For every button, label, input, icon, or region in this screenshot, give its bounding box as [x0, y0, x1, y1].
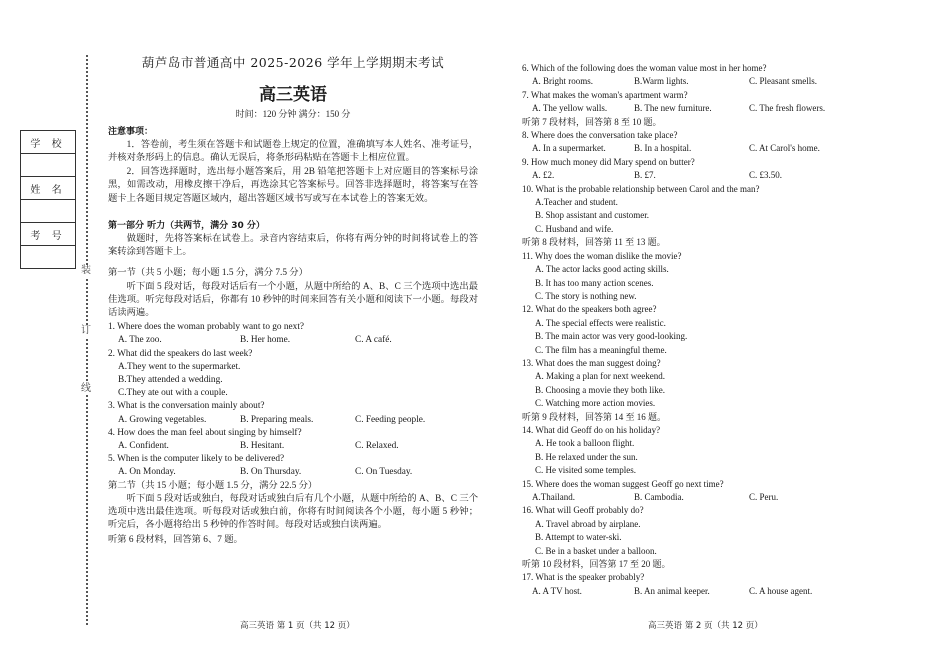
- option-a: A.Teacher and student.: [535, 197, 618, 208]
- question-stem: 9. How much money did Mary spend on butter?: [522, 156, 695, 167]
- page-2-column: [522, 62, 837, 598]
- option-c: C. Peru.: [749, 492, 779, 502]
- option-a: A. He took a balloon flight.: [535, 438, 635, 449]
- option-a: A. Confident.: [118, 441, 169, 452]
- question-stem: 4. How does the man feel about singing by himself?: [108, 427, 302, 438]
- question-stem: 14. What did Geoff do on his holiday?: [522, 424, 661, 435]
- question-stem: 8. Where does the conversation take place?: [522, 130, 678, 141]
- option-b: B. On Thursday.: [240, 467, 302, 478]
- option-b: B. He relaxed under the sun.: [535, 451, 638, 462]
- option-b: B.They attended a wedding.: [118, 375, 223, 386]
- question-stem: 16. What will Geoff probably do?: [522, 505, 644, 516]
- options-row: [522, 102, 837, 115]
- option-c: C. At Carol's home.: [749, 143, 820, 154]
- exam-title: 葫芦岛市普通高中 2025-2026 学年上学期期末考试: [141, 55, 445, 70]
- binding-mark: 线: [78, 383, 94, 395]
- option-a: A. £2.: [532, 170, 555, 181]
- page-1-column: [108, 56, 478, 547]
- material-note: 听第 9 段材料，回答第 14 至 16 题。: [522, 411, 667, 422]
- material-note: 听第 6 段材料，回答第 6、7 题。: [108, 534, 243, 545]
- binding-mark: 装: [78, 265, 94, 277]
- option-a: A. Growing vegetables.: [118, 414, 207, 425]
- notice-item: 1．答卷前，考生须在答题卡和试题卷上规定的位置，准确填写本人姓名、准考证号，并核对条形码上的信息。确认无误后，将条形码粘贴在答题卡上相应位置。: [108, 139, 478, 164]
- question-stem: 12. What do the speakers both agree?: [522, 304, 657, 315]
- option-c: C. A house agent.: [749, 585, 813, 596]
- option-b: B. Preparing meals.: [240, 414, 314, 425]
- option-c: C. Be in a basket under a balloon.: [535, 545, 657, 556]
- question-stem: 10. What is the probable relationship between Carol and the man?: [522, 183, 760, 194]
- option-c: C. The fresh flowers.: [749, 103, 826, 114]
- part1-intro: 做题时，先将答案标在试卷上。录音内容结束后，你将有两分钟的时间将试卷上的答案转涂到答题卡上。: [108, 234, 478, 258]
- option-a: A.They went to the supermarket.: [118, 361, 241, 372]
- option-c: C. He visited some temples.: [535, 465, 636, 476]
- options-row: [108, 414, 478, 427]
- option-a: A. The yellow walls.: [532, 103, 608, 114]
- option-c: C. On Tuesday.: [355, 467, 413, 478]
- question-stem: 17. What is the speaker probably?: [522, 572, 645, 583]
- section1-heading: 第一节（共 5 小题；每小题 1.5 分，满分 7.5 分）: [108, 268, 308, 279]
- binding-mark: 订: [78, 325, 94, 337]
- options-row: [108, 334, 478, 347]
- option-b: B. Hesitant.: [240, 441, 285, 452]
- page-1-footer: 高三英语 第 1 页（共 12 页）: [240, 621, 355, 631]
- option-a: A. The actor lacks good acting skills.: [535, 264, 669, 275]
- material-note: 听第 10 段材料，回答第 17 至 20 题。: [522, 559, 671, 570]
- options-row: [522, 169, 837, 182]
- option-a: A. The zoo.: [118, 335, 162, 346]
- option-c: C. £3.50.: [749, 170, 783, 181]
- option-b: B. Her home.: [240, 335, 291, 346]
- option-a: A. In a supermarket.: [532, 143, 606, 154]
- option-b: B. The new furniture.: [634, 103, 712, 114]
- option-c: C.They ate out with a couple.: [118, 388, 228, 399]
- option-a: A. Travel abroad by airplane.: [535, 518, 641, 529]
- name-field: [21, 200, 76, 223]
- material-note: 听第 7 段材料，回答第 8 至 10 题。: [522, 116, 662, 127]
- question-stem: 3. What is the conversation mainly about?: [108, 401, 265, 412]
- option-b: B. The main actor was very good-looking.: [535, 331, 688, 342]
- question-stem: 7. What makes the woman's apartment warm?: [522, 89, 688, 100]
- part1-heading: 第一部分 听力（共两节，满分 30 分）: [108, 220, 265, 231]
- option-b: B. Choosing a movie they both like.: [535, 384, 665, 395]
- exam-number-field: [21, 246, 76, 269]
- options-row: [522, 75, 837, 88]
- option-c: C. The film has a meaningful theme.: [535, 344, 667, 355]
- question-stem: 15. Where does the woman suggest Geoff go next time?: [522, 478, 724, 489]
- question-stem: 11. Why does the woman dislike the movie?: [522, 250, 682, 261]
- option-b: B. Attempt to water-ski.: [535, 532, 622, 543]
- option-c: C. Husband and wife.: [535, 223, 614, 234]
- option-b: B. Cambodia.: [634, 492, 684, 502]
- option-b: B. £7.: [634, 170, 656, 181]
- option-c: C. Pleasant smells.: [749, 76, 817, 87]
- option-a: A. Making a plan for next weekend.: [535, 371, 665, 382]
- exam-number-label: 考 号: [21, 223, 76, 246]
- option-c: C. Feeding people.: [355, 414, 426, 425]
- section2-intro: 听下面 5 段对话或独白，每段对话或独白后有几个小题，从题中所给的 A、B、C 三个选项中选出最佳选项。听每段对话或独白前，你将有时间阅读各个小题，每小题 5 秒钟；听完后，各小题将给出 5 秒钟的作答时间。每段对话或独白读两遍。: [108, 493, 478, 531]
- option-c: C. A café.: [355, 335, 392, 346]
- option-c: C. The story is nothing new.: [535, 290, 637, 301]
- material-note: 听第 8 段材料，回答第 11 至 13 题。: [522, 237, 666, 248]
- question-stem: 1. Where does the woman probably want to go next?: [108, 322, 305, 333]
- options-row: [522, 142, 837, 155]
- notice-heading: 注意事项：: [108, 126, 154, 137]
- options-row: [522, 585, 837, 598]
- option-a: A. A TV host.: [532, 585, 582, 596]
- option-b: B. In a hospital.: [634, 143, 692, 154]
- binding-dotted-line: [86, 55, 88, 625]
- option-a: A. Bright rooms.: [532, 76, 594, 87]
- option-b: B. It has too many action scenes.: [535, 277, 654, 288]
- question-list: [108, 321, 478, 479]
- student-info-table: [20, 130, 76, 269]
- school-label: 学 校: [21, 131, 76, 154]
- option-b: B. An animal keeper.: [634, 585, 710, 596]
- section1-intro: 听下面 5 段对话，每段对话后有一个小题，从题中所给的 A、B、C 三个选项中选出最佳选项。听完每段对话后，你都有 10 秒钟的时间来回答有关小题和阅读下一小题。每段对话读两遍。: [108, 281, 478, 319]
- option-b: B.Warm lights.: [634, 76, 689, 87]
- options-row: [522, 491, 837, 504]
- name-label: 姓 名: [21, 177, 76, 200]
- subject-title: 高三英语: [259, 85, 327, 106]
- options-row: [108, 466, 478, 479]
- question-stem: 5. When is the computer likely to be delivered?: [108, 454, 285, 465]
- option-a: A. The special effects were realistic.: [535, 317, 666, 328]
- section2-heading: 第二节（共 15 小题；每小题 1.5 分，满分 22.5 分）: [108, 480, 318, 491]
- question-stem: 6. Which of the following does the woman value most in her home?: [522, 63, 767, 73]
- option-a: A.Thailand.: [532, 492, 575, 502]
- time-info: 时间：120 分钟 满分：150 分: [235, 109, 351, 120]
- notice-item: 2．回答选择题时，选出每小题答案后，用 2B 铅笔把答题卡上对应题目的答案标号涂黑，如需改动，用橡皮擦干净后，再选涂其它答案标号。回答非选择题时，将答案写在答题卡上各题目规定答题区域内，超出答题区域书写或写在本试卷上的答案无效。: [108, 167, 478, 204]
- options-row: [108, 440, 478, 453]
- option-a: A. On Monday.: [118, 467, 176, 478]
- option-c: C. Relaxed.: [355, 441, 399, 452]
- option-c: C. Watching more action movies.: [535, 398, 656, 409]
- page-2-footer: 高三英语 第 2 页（共 12 页）: [648, 621, 763, 631]
- question-stem: 2. What did the speakers do last week?: [108, 348, 253, 359]
- question-stem: 13. What does the man suggest doing?: [522, 357, 661, 368]
- school-field: [21, 154, 76, 177]
- option-b: B. Shop assistant and customer.: [535, 210, 649, 221]
